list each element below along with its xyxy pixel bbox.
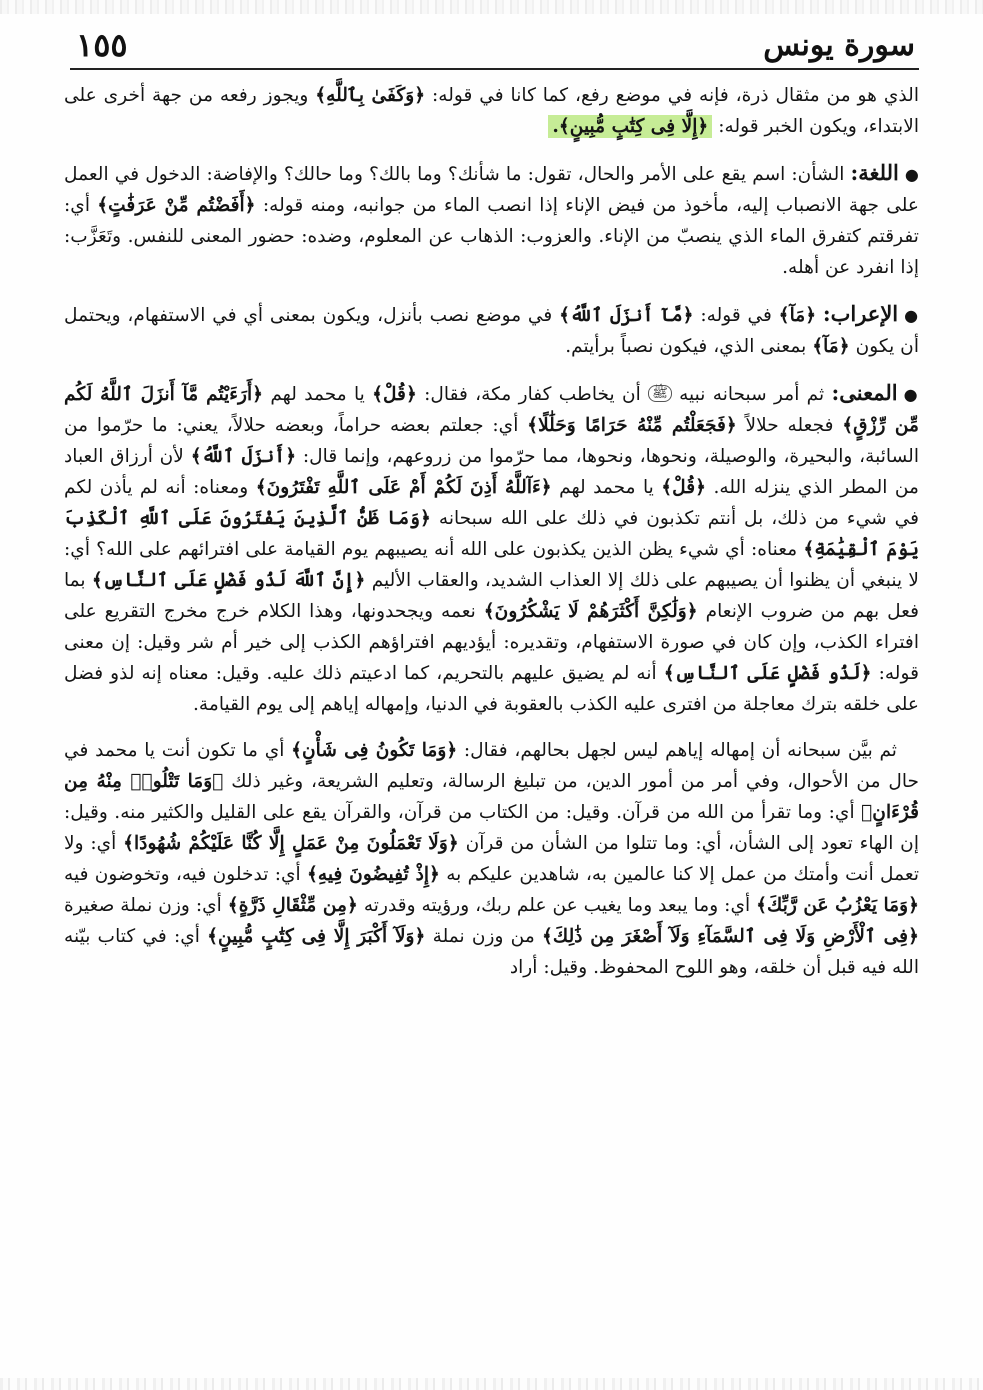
paragraph-explanation: ثم بيَّن سبحانه أن إمهاله إياهم ليس لجهل بحالهم، فقال: ﴿وَمَا تَكُونُ فِى شَأْنٍ﴾ أي ما تكون أنت يا محمد في حال من الأحوال، وفي أمر من أمور الدين، من تبليغ الرسالة، وتعليم الشريعة، وغير ذلك ﴿وَمَا تَتْلُوا۟ مِنْهُ مِن قُرْءَانٍ﴾ أي: وما تقرأ من الله من قرآن. وقيل: من الكتاب من قرآن، والقرآن يقع على القليل والكثير منه. وقيل: إن الهاء تعود إلى الشأن، أي: وما تتلوا من الشأن من قرآن ﴿وَلَا تَعْمَلُونَ مِنْ عَمَلٍ إِلَّا كُنَّا عَلَيْكُمْ شُهُودًا﴾ أي: ولا تعمل أنت وأمتك من عمل إلا كنا عالمين به، شاهدين عليكم به ﴿إِذْ تُفِيضُونَ فِيهِ﴾ أي: تدخلون فيه، وتخوضون فيه ﴿وَمَا يَعْزُبُ عَن رَّبِّكَ﴾ أي: وما يبعد وما يغيب عن علم ربك، ورؤيته وقدرته ﴿مِن مِّثْقَالِ ذَرَّةٍ﴾ أي: وزن نملة صغيرة ﴿فِى ٱلْأَرْضِ وَلَا فِى ٱلسَّمَآءِ وَلَآ أَصْغَرَ مِن ذَٰلِكَ﴾ من وزن نملة ﴿وَلَآ أَكْبَرَ إِلَّا فِى كِتَٰبٍ مُّبِينٍ﴾ أي: في كتاب بيّنه الله فيه قبل أن خلقه، وهو اللوح المحفوظ. وقيل: أراد (64, 740, 920, 978)
quran-quote: ﴿وَمَا تَكُونُ فِى شَأْنٍ﴾ (291, 740, 458, 761)
quran-quote: ﴿فِى ٱلْأَرْضِ وَلَا فِى ٱلسَّمَآءِ وَلَآ أَصْغَرَ مِن ذَٰلِكَ﴾ (542, 926, 919, 947)
surah-title: سورة يونس (763, 28, 915, 63)
quran-quote: ﴿قُلْ﴾ (372, 384, 417, 405)
quran-quote: ﴿وَمَا يَعْزُبُ عَن رَّبِّكَ﴾ (756, 895, 920, 916)
quran-quote: ﴿ءَآللَّهُ أَذِنَ لَكُمْ أَمْ عَلَى ٱللَّهِ تَفْتَرُونَ﴾ (255, 477, 552, 498)
paragraph-meaning: ●المعنى: ثم أمر سبحانه نبيه ﷺ أن يخاطب كفار مكة، فقال: ﴿قُلْ﴾ يا محمد لهم ﴿أَرَءَيْتُم مَّآ أَنزَلَ ٱللَّهُ لَكُم مِّن رِّزْقٍ﴾ فجعله حلالاً ﴿فَجَعَلْتُم مِّنْهُ حَرَامًا وَحَلَٰلًا﴾ أي: جعلتم بعضه حراماً، وبعضه حلالاً، يعني: ما حرّموا من السائبة، والبحيرة، والوصيلة، ونحوها، ونحوها، مما حرّموا من زروعهم، وإنما قال: ﴿أَنزَلَ ٱللَّهُ﴾ لأن أرزاق العباد من المطر الذي ينزله الله. ﴿قُلْ﴾ يا محمد لهم ﴿ءَآللَّهُ أَذِنَ لَكُمْ أَمْ عَلَى ٱللَّهِ تَفْتَرُونَ﴾ ومعناه: أنه لم يأذن لكم في شيء من ذلك، بل أنتم تكذبون في ذلك على الله سبحانه ﴿وَمَا ظَنُّ ٱلَّذِينَ يَفْتَرُونَ عَلَى ٱللَّهِ ٱلْكَذِبَ يَوْمَ ٱلْقِيَٰمَةِ﴾ معناه: أي شيء يظن الذين يكذبون على الله أنه يصيبهم يوم القيامة على افترائهم على الله؟ أي: لا ينبغي أن يظنوا أن يصيبهم على ذلك إلا العذاب الشديد، والعقاب الأليم ﴿إِنَّ ٱللَّهَ لَذُو فَضْلٍ عَلَى ٱلنَّاسِ﴾ بما فعل بهم من ضروب الإنعام ﴿وَلَٰكِنَّ أَكْثَرَهُمْ لَا يَشْكُرُونَ﴾ نعمه ويجحدونها، وهذا الكلام خرج مخرج التقريع على افتراء الكذب، وإن كان في صورة الاستفهام، وتقديره: أيؤديهم افتراؤهم الكذب إلى خير أم شر وقيل: إن معنى قوله: ﴿لَذُو فَضْلٍ عَلَى ٱلنَّاسِ﴾ أنه لم يضيق عليهم بالتحريم، كما ادعيتم ذلك عليه. وقيل: معناه إنه لذو فضل على خلقه بترك معاجلة من افترى عليه الكذب بالعقوبة في الدنيا، وإمهاله إياهم إلى يوم القيامة. (64, 380, 920, 715)
quran-quote: ﴿قُلْ﴾ (661, 477, 707, 498)
page-body (64, 80, 919, 983)
quran-quote: ﴿فَجَعَلْتُم مِّنْهُ حَرَامًا وَحَلَٰلًا﴾ (527, 415, 737, 436)
quran-quote: ﴿لَذُو فَضْلٍ عَلَى ٱلنَّاسِ﴾ (663, 663, 872, 684)
page-number: ١٥٥ (76, 26, 128, 64)
highlighted-quran-quote: ﴿إِلَّا فِى كِتَٰبٍ مُّبِينٍ﴾. (548, 115, 712, 138)
page-top-edge (0, 0, 983, 14)
page-bottom-edge (0, 1378, 983, 1390)
section-heading-language: اللغة: (850, 160, 899, 185)
quran-quote: ﴿إِذْ تُفِيضُونَ فِيهِ﴾ (306, 864, 440, 885)
quran-quote: ﴿وَلَآ أَكْبَرَ إِلَّا فِى كِتَٰبٍ مُّبِينٍ﴾ (207, 926, 426, 947)
quran-quote: ﴿إِنَّ ٱللَّهَ لَذُو فَضْلٍ عَلَى ٱلنَّاسِ﴾ (91, 570, 366, 591)
quran-quote: ﴿وَلَٰكِنَّ أَكْثَرَهُمْ لَا يَشْكُرُونَ﴾ (483, 601, 698, 622)
quran-quote: ﴿مَآ﴾ (812, 336, 850, 357)
section-heading-grammar: الإعراب: (822, 301, 899, 326)
quran-quote: ﴿وَمَا تَتْلُوا۟ مِنْهُ مِن قُرْءَانٍ﴾ (64, 771, 919, 823)
page-header (70, 22, 919, 70)
section-heading-meaning: المعنى: (831, 380, 898, 405)
paragraph-grammar: ●الإعراب: ﴿مَآ﴾ في قوله: ﴿مَّآ أَنزَلَ ٱللَّهُ﴾ في موضع نصب بأنزل، ويكون بمعنى أي في الاستفهام، ويحتمل أن يكون ﴿مَآ﴾ بمعنى الذي، فيكون نصباً برأيتم. (64, 301, 919, 357)
bullet-icon: ● (904, 306, 919, 325)
quran-quote: ﴿وَلَا تَعْمَلُونَ مِنْ عَمَلٍ إِلَّا كُنَّا عَلَيْكُمْ شُهُودًا﴾ (123, 833, 459, 854)
bullet-icon: ● (903, 385, 919, 404)
quran-quote: ﴿مَّآ أَنزَلَ ٱللَّهُ﴾ (559, 305, 694, 326)
quran-quote: ﴿مَآ﴾ (778, 305, 817, 326)
paragraph-language: ●اللغة: الشأن: اسم يقع على الأمر والحال، تقول: ما شأنك؟ وما بالك؟ وما حالك؟ والإفاضة: الدخول في العمل على جهة الانصباب إليه، مأخوذ من فيض الإناء إذا انصب الماء من جوانبه، ومنه قوله: ﴿أَفَضْتُم مِّنْ عَرَفَٰتٍ﴾ أي: تفرقتم كتفرق الماء الذي ينصبّ من الإناء. والعزوب: الذهاب عن المعلوم، وضده: حضور المعنى للنفس. وتَعَزَّب: إذا انفرد عن أهله. (64, 160, 919, 278)
quran-quote: ﴿أَرَءَيْتُم مَّآ أَنزَلَ ٱللَّهُ لَكُم مِّن رِّزْقٍ﴾ (64, 384, 919, 436)
quran-quote: ﴿أَنزَلَ ٱللَّهُ﴾ (190, 446, 297, 467)
quran-quote: ﴿مِن مِّثْقَالِ ذَرَّةٍ﴾ (227, 895, 358, 916)
quran-quote: ﴿وَمَا ظَنُّ ٱلَّذِينَ يَفْتَرُونَ عَلَى ٱللَّهِ ٱلْكَذِبَ يَوْمَ ٱلْقِيَٰمَةِ﴾ (64, 508, 920, 560)
honorific-icon: ﷺ (648, 385, 672, 402)
quran-quote: ﴿أَفَضْتُم مِّنْ عَرَفَٰتٍ﴾ (97, 195, 256, 216)
bullet-icon: ● (904, 165, 919, 184)
paragraph-continuation: الذي هو من مثقال ذرة، فإنه في موضع رفع، كما كانا في قوله: ﴿وَكَفَىٰ بِٱللَّهِ﴾ ويجوز رفعه من جهة أخرى على الابتداء، ويكون الخبر قوله: ﴿إِلَّا فِى كِتَٰبٍ مُّبِينٍ﴾. (64, 85, 919, 137)
quran-quote: ﴿وَكَفَىٰ بِٱللَّهِ﴾ (315, 85, 426, 106)
